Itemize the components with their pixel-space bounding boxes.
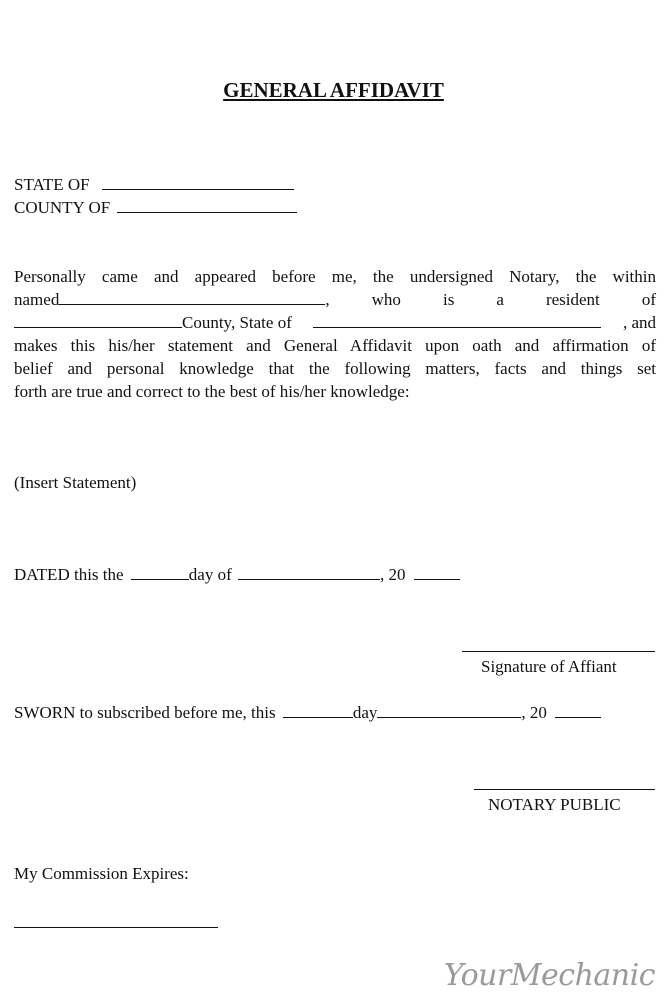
notary-signature-line[interactable] [474,789,655,790]
dated-row [14,565,460,585]
and-label: , and [622,313,656,332]
county-state-label: County, State of [182,313,292,332]
day-of-label: day of [188,565,232,584]
state-of-blank[interactable] [102,175,294,190]
sworn-label: SWORN to subscribed before me, this [14,703,276,722]
state-of-row [14,175,294,195]
sworn-day-blank[interactable] [283,703,353,718]
commission-expires-line[interactable] [14,927,218,928]
paragraph-line: makes this his/her statement and General Affidavit upon oath and affirmation of [14,336,656,355]
commission-expires-label: My Commission Expires: [14,864,189,883]
county-blank[interactable] [14,313,182,328]
dated-year-label: , 20 [380,565,406,584]
affiant-name-blank[interactable] [59,290,325,305]
named-label: named [14,290,60,309]
state-blank[interactable] [313,313,601,328]
paragraph-line: forth are true and correct to the best of his/her knowledge: [14,382,410,401]
dated-day-blank[interactable] [131,565,189,580]
insert-statement: (Insert Statement) [14,473,137,492]
dated-label: DATED this the [14,565,124,584]
affiant-signature-line[interactable] [462,651,655,652]
paragraph-line [14,311,656,334]
yourmechanic-logo: YourMechanic [443,958,655,993]
county-of-label: COUNTY OF [14,198,111,217]
sworn-year-blank[interactable] [555,703,601,718]
paragraph-line: belief and personal knowledge that the following matters, facts and things set [14,359,656,378]
paragraph-line: Personally came and appeared before me, the undersigned Notary, the within [14,267,656,286]
signature-of-affiant-label: Signature of Affiant [481,657,617,676]
county-of-row [14,198,297,218]
notary-public-label: NOTARY PUBLIC [488,795,621,814]
dated-month-blank[interactable] [238,565,380,580]
sworn-year-label: , 20 [521,703,547,722]
paragraph-line [14,288,656,311]
county-of-blank[interactable] [117,198,297,213]
state-of-label: STATE OF [14,175,90,194]
sworn-month-blank[interactable] [377,703,521,718]
resident-label: , who is a resident of [325,290,656,309]
sworn-day-label: day [352,703,378,722]
dated-year-blank[interactable] [414,565,460,580]
sworn-row [14,703,601,723]
affidavit-paragraph [14,265,656,403]
document-title: GENERAL AFFIDAVIT [223,78,444,102]
